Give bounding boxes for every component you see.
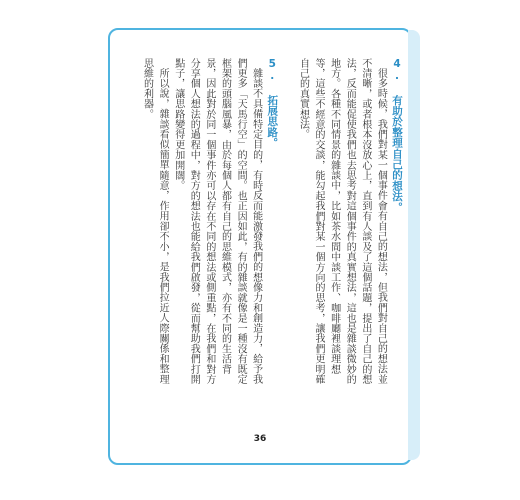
section-4-heading: 4. 有助於整理自己的想法。: [391, 58, 403, 213]
page-edge-tab: [408, 30, 420, 460]
section-5-paragraph-1: 雜談不具備特定目的，有時反而能激發我們的想像力和創造力，給予我們更多「天馬行空」的空間。也正因如此，有的雜談就像是一種沒有既定框架的頭腦風暴，由於每個人都有自己的思維模式，亦有不同的生活背景，因此對於同一個事件亦可以存在不同的想法或側重點，在我們和對方分享個人想法的過程中，對方的想法也能給我們啟發，從而幫助我們打開點子，讓思路變得更加開闊。: [172, 58, 262, 385]
section-5-paragraph-2: 所以說，雜談看似簡單隨意，作用卻不小，是我們拉近人際關係和整理思維的利器。: [141, 58, 169, 385]
section-5-heading: 5. 拓展思路。: [266, 58, 279, 149]
page-body: [112, 58, 404, 388]
section-4-paragraph: 很多時候，我們對某一個事件會有自己的想法，但我們對自己的想法並不清晰，或者根本沒放心上，直到有人談及了這個話題，提出了自己的想法，反而能促使我們也去思考對這個事件的真實想法，這也是雜談微妙的地方。各種不同情景的雜談中，比如茶水間中談工作、咖啡廳裡談理想等，這些不經意的交談，能勾起我們對某一個方向的思考，讓我們更明確自己的真實想法。: [297, 58, 387, 385]
page-number: 36: [253, 434, 267, 444]
